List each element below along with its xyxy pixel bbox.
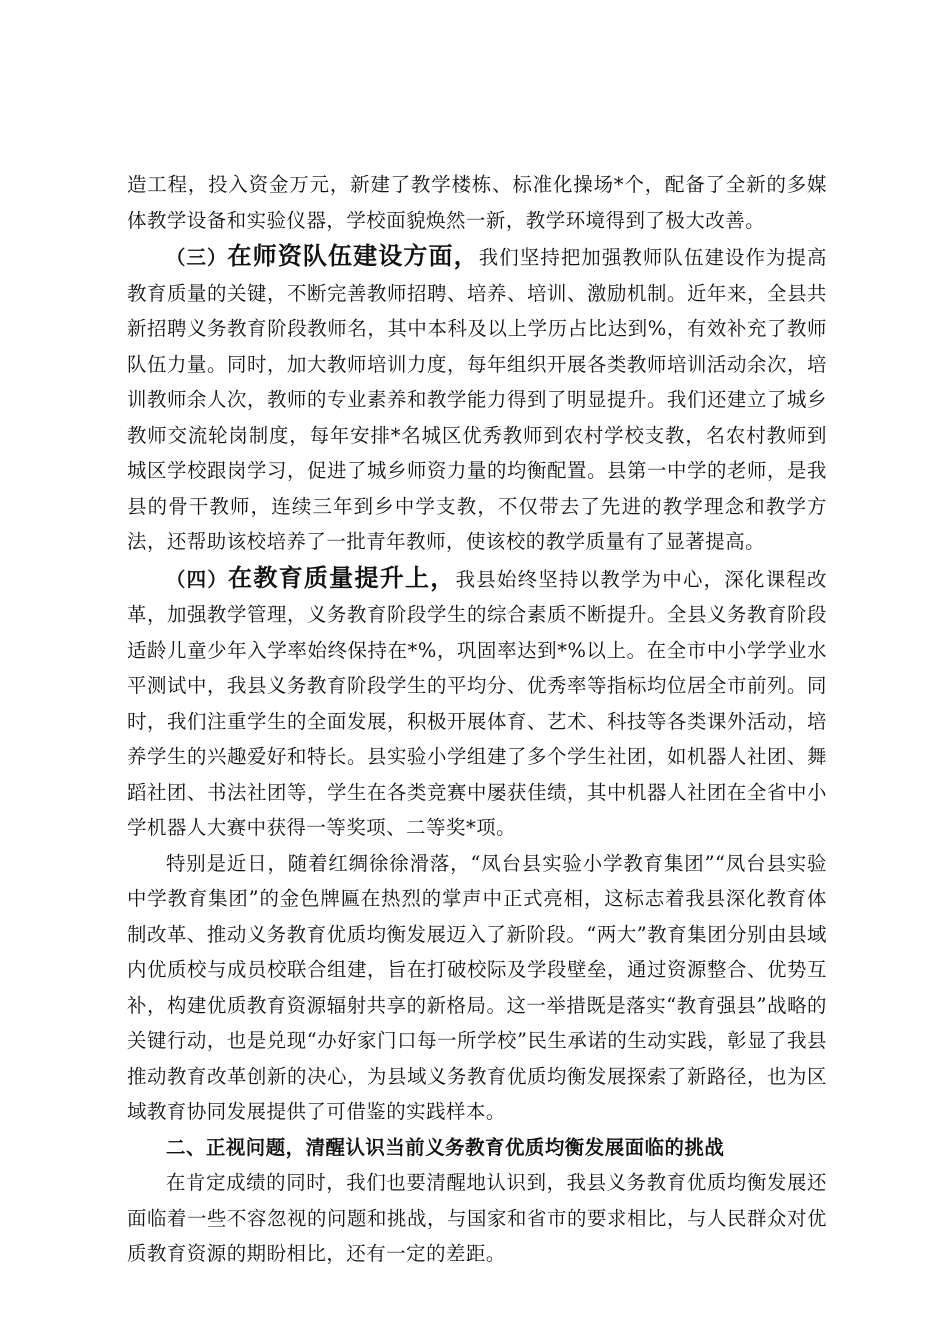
section-heading: 在师资队伍建设方面，	[227, 241, 479, 270]
paragraph-education-group	[127, 846, 827, 1130]
section-number: （四）	[166, 567, 229, 591]
paragraph-text: 特别是近日，随着红绸徐徐滑落，“凤台县实验小学教育集团”“凤台县实验中学教育集团”的金色牌匾在热烈的掌声中正式亮相，这标志着我县深化教育体制改革、推动义务教育优质均衡发展迈入了新阶段。“两大”教育集团分别由县域内优质校与成员校联合组建，旨在打破校际及学段壁垒，通过资源整合、优势互补，构建优质教育资源辐射共享的新格局。这一举措既是落实“教育强县”战略的关键行动，也是兑现“办好家门口每一所学校”民生承诺的生动实践，彰显了我县推动教育改革创新的决心，为县域义务教育优质均衡发展探索了新路径，也为区域教育协同发展提供了可借鉴的实践样本。	[127, 851, 827, 1123]
paragraph-continuation	[127, 167, 827, 238]
paragraph-text: 我县始终坚持以教学为中心，深化课程改革，加强教学管理，义务教育阶段学生的综合素质不断提升。全县义务教育阶段适龄儿童少年入学率始终保持在*%，巩固率达到*%以上。在全市中小学学业水平测试中，我县义务教育阶段学生的平均分、优秀率等指标均位居全市前列。同时，我们注重学生的全面发展，积极开展体育、艺术、科技等各类课外活动，培养学生的兴趣爱好和特长。县实验小学组建了多个学生社团，如机器人社团、舞蹈社团、书法社团等，学生在各类竞赛中屡获佳绩，其中机器人社团在全省中小学机器人大赛中获得一等奖项、二等奖*项。	[127, 567, 827, 839]
paragraph-text: 造工程，投入资金万元，新建了教学楼栋、标准化操场*个，配备了全新的多媒体教学设备和实验仪器，学校面貌焕然一新，教学环境得到了极大改善。	[127, 173, 827, 232]
section-heading: 在教育质量提升上，	[228, 562, 456, 592]
paragraph-challenges	[127, 1165, 827, 1272]
paragraph-education-quality	[127, 560, 827, 846]
section-number: （三）	[166, 246, 228, 269]
paragraph-teacher-team	[127, 238, 827, 560]
section-title-text: 二、正视问题，清醒认识当前义务教育优质均衡发展面临的挑战	[166, 1135, 725, 1159]
paragraph-text: 我们坚持把加强教师队伍建设作为提高教育质量的关键，不断完善教师招聘、培养、培训、激励机制。近年来，全县共新招聘义务教育阶段教师名，其中本科及以上学历占比达到%，有效补充了教师队伍力量。同时，加大教师培训力度，每年组织开展各类教师培训活动余次，培训教师余人次，教师的专业素养和教学能力得到了明显提升。我们还建立了城乡教师交流轮岗制度，每年安排*名城区优秀教师到农村学校支教，名农村教师到城区学校跟岗学习，促进了城乡师资力量的均衡配置。县第一中学的老师，是我县的骨干教师，连续三年到乡中学支教，不仅带去了先进的教学理念和教学方法，还帮助该校培养了一批青年教师，使该校的教学质量有了显著提高。	[127, 246, 827, 553]
section-title	[127, 1130, 827, 1166]
paragraph-text: 在肯定成绩的同时，我们也要清醒地认识到，我县义务教育优质均衡发展还面临着一些不容忽视的问题和挑战，与国家和省市的要求相比，与人民群众对优质教育资源的期盼相比，还有一定的差距。	[127, 1171, 827, 1265]
document-body	[127, 167, 827, 1272]
